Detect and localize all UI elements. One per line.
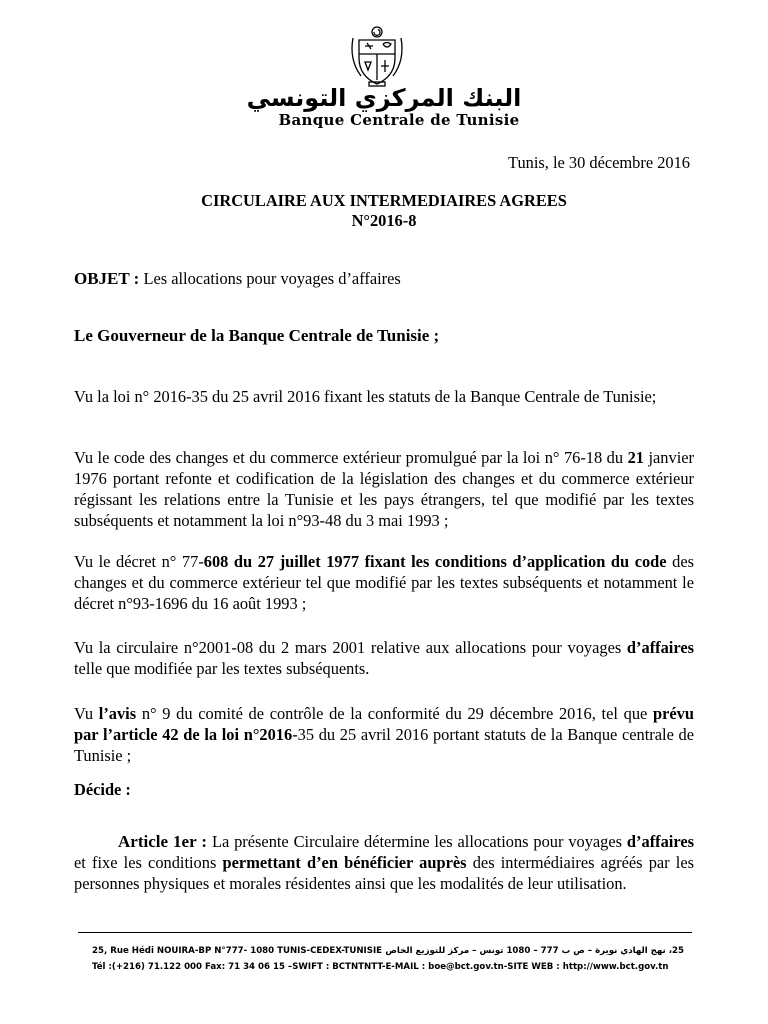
document-date: Tunis, le 30 décembre 2016 xyxy=(508,153,690,172)
article-1-part-c: et fixe les conditions xyxy=(74,853,217,872)
circular-title: CIRCULAIRE AUX INTERMEDIAIRES AGREES xyxy=(201,191,567,210)
recital-2 xyxy=(74,447,694,531)
subject-text: Les allocations pour voyages d’affaires xyxy=(143,269,401,288)
recital-2-part-b: 21 xyxy=(627,448,644,467)
recital-2-part-c: janvier 1976 portant refonte et codification de la législation des changes et du commerce extérieur régissant les relations entre la Tunisie et les pays étrangers, tel que modifié par les textes subséquents et notamment la loi n°93-48 du 3 mai 1993 ; xyxy=(74,448,694,530)
recital-4-part-b: d’affaires xyxy=(626,638,694,657)
article-1-part-e: des intermédiaires agréés par les personnes physiques et morales résidentes ainsi que les modalités de leur utilisation. xyxy=(74,853,695,893)
recital-5-part-c: n° 9 du comité de contrôle de la conformité du 29 décembre 2016, tel que xyxy=(141,704,648,723)
recital-2-part-a: Vu le code des changes et du commerce extérieur promulgué par la loi n° 76-18 du xyxy=(74,448,624,467)
recital-1: Vu la loi n° 2016-35 du 25 avril 2016 fixant les statuts de la Banque Centrale de Tunisie; xyxy=(74,387,657,406)
decision-heading: Décide : xyxy=(74,780,131,799)
recital-4-part-c: telle que modifiée par les textes subséquents. xyxy=(74,659,370,678)
recital-3 xyxy=(74,551,694,614)
article-1-label: Article 1er : xyxy=(118,832,208,851)
recital-3-part-a: Vu le décret n° 77- xyxy=(74,552,204,571)
article-1-part-b: d’affaires xyxy=(626,832,694,851)
recital-3-part-b: 608 du 27 juillet 1977 fixant les conditions d’application du code xyxy=(203,552,667,571)
article-1-part-a: La présente Circulaire détermine les allocations pour voyages xyxy=(211,832,623,851)
footer-address-fr: 25, Rue Hédi NOUIRA-BP N°777- 1080 TUNIS-CEDEX-TUNISIE xyxy=(92,946,383,956)
recital-5-part-d: prévu par l’article 42 de la loi n°2016 xyxy=(74,704,694,744)
footer-contact-fr: Tél :(+216) 71.122 000 Fax: 71 34 06 15 –SWIFT : BCTNTNTT-E-MAIL : boe@bct.gov.tn-SITE WEB : http://www.bct.gov.tn xyxy=(92,962,669,972)
article-1-part-d: permettant d’en bénéficier auprès xyxy=(222,853,467,872)
bank-name-arabic: البنك المركزي التونسي xyxy=(246,84,522,112)
circular-number: N°2016-8 xyxy=(351,211,417,230)
footer-address-ar: 25، نهج الهادي نويرة – ص ب 777 – 1080 تونس – مركز للتوزيع الخاص xyxy=(385,946,684,956)
subject-label: OBJET : xyxy=(74,269,140,288)
governor-heading: Le Gouverneur de la Banque Centrale de Tunisie ; xyxy=(74,326,440,345)
recital-5-part-a: Vu xyxy=(74,704,94,723)
recital-4-part-a: Vu la circulaire n°2001-08 du 2 mars 2001 relative aux allocations pour voyages xyxy=(74,638,622,657)
recital-5 xyxy=(74,703,694,766)
article-1 xyxy=(74,831,694,894)
subject-line xyxy=(74,268,694,289)
recital-5-part-e: -35 du 25 avril 2016 portant statuts de la Banque centrale de Tunisie ; xyxy=(74,725,694,765)
bank-name-latin: Banque Centrale de Tunisie xyxy=(278,111,520,129)
recital-3-part-c: des changes et du commerce extérieur tel que modifié par les textes subséquents et notamment le décret n°93-1696 du 16 août 1993 ; xyxy=(74,552,694,613)
tunisia-coat-of-arms-icon xyxy=(347,24,407,88)
recital-4 xyxy=(74,637,694,679)
recital-5-part-b: l’avis xyxy=(98,704,137,723)
footer-divider xyxy=(78,932,692,933)
